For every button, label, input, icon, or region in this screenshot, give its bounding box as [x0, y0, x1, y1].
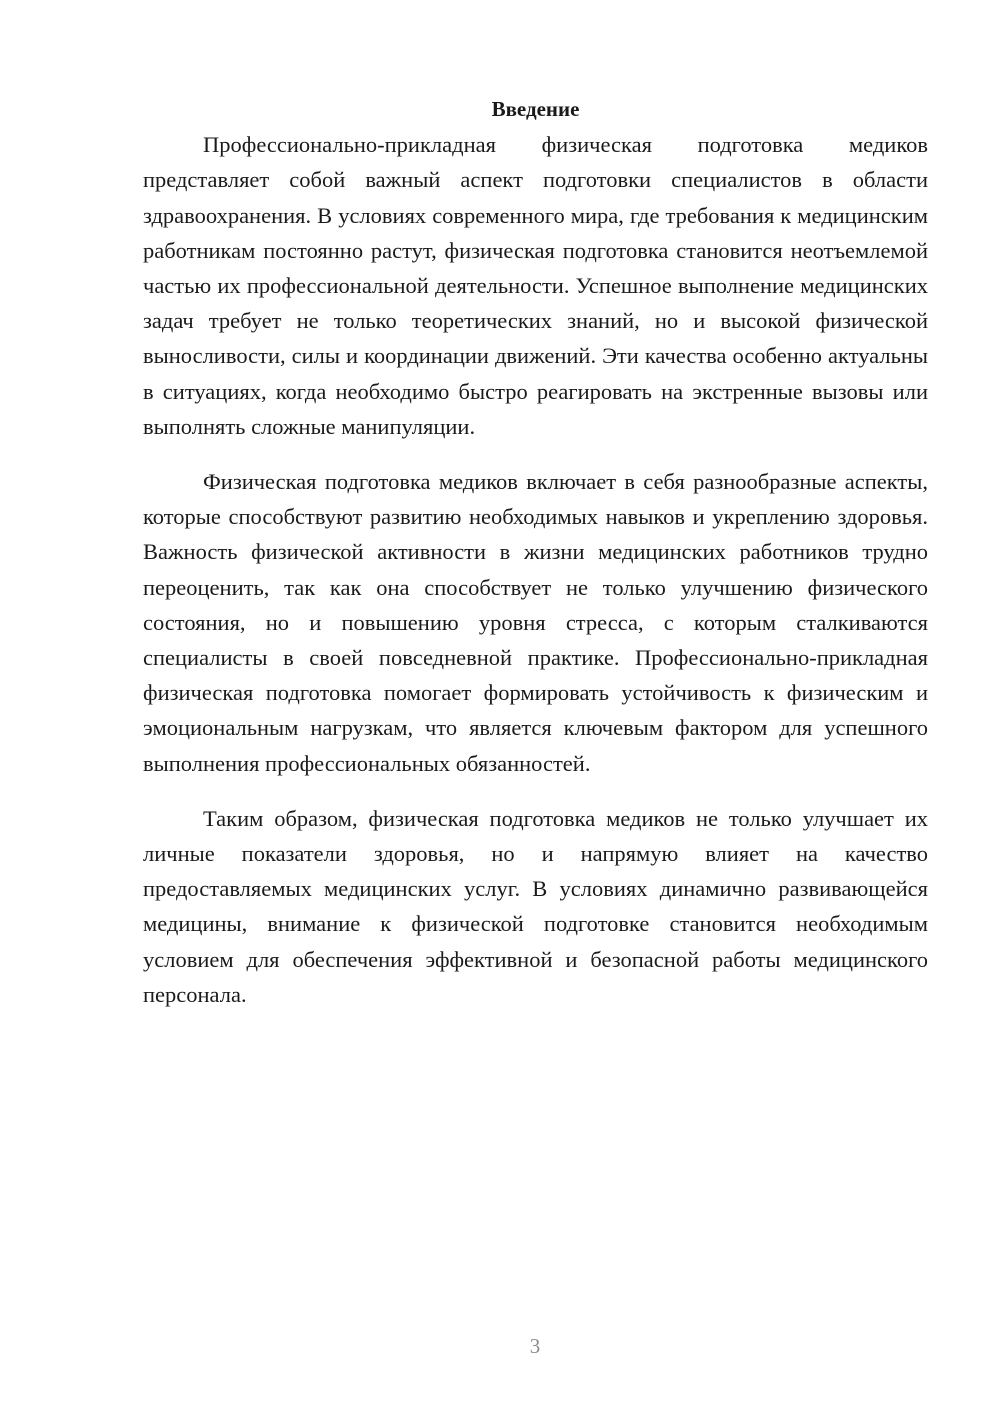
- section-title: Введение: [491, 97, 580, 121]
- document-body: [143, 92, 928, 1012]
- paragraph: Профессионально-прикладная физическая подготовка медиков представляет собой важный аспект подготовки специалистов в области здравоохранения. В условиях современного мира, где требования к медицинским работникам постоянно растут, физическая подготовка становится неотъемлемой частью их профессиональной деятельности. Успешное выполнение медицинских задач требует не только теоретических знаний, но и высокой физической выносливости, силы и координации движений. Эти качества особенно актуальны в ситуациях, когда необходимо быстро реагировать на экстренные вызовы или выполнять сложные манипуляции.: [143, 132, 928, 439]
- page-number: 3: [529, 1334, 541, 1358]
- paragraph: Таким образом, физическая подготовка медиков не только улучшает их личные показатели здоровья, но и напрямую влияет на качество предоставляемых медицинских услуг. В условиях динамично развивающейся медицины, внимание к физической подготовке становится необходимым условием для обеспечения эффективной и безопасной работы медицинского персонала.: [143, 805, 928, 1007]
- paragraph: Физическая подготовка медиков включает в себя разнообразные аспекты, которые способствуют развитию необходимых навыков и укреплению здоровья. Важность физической активности в жизни медицинских работников трудно переоценить, так как она способствует не только улучшению физического состояния, но и повышению уровня стресса, с которым сталкиваются специалисты в своей повседневной практике. Профессионально-прикладная физическая подготовка помогает формировать устойчивость к физическим и эмоциональным нагрузкам, что является ключевым фактором для успешного выполнения профессиональных обязанностей.: [143, 469, 928, 776]
